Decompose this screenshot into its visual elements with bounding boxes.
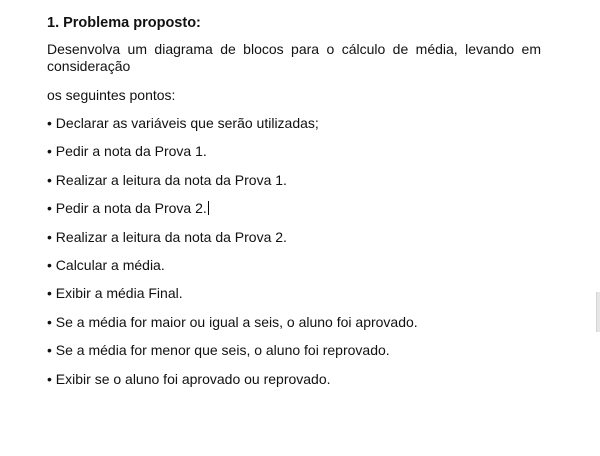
list-item: • Se a média for maior ou igual a seis, o aluno foi aprovado. [47,313,418,330]
list-item: • Realizar a leitura da nota da Prova 1. [47,171,287,188]
section-heading: 1. Problema proposto: [47,15,201,31]
document-body[interactable] [47,14,541,388]
intro-continuation: os seguintes pontos: [47,87,176,103]
list-item: • Declarar as variáveis que serão utilizadas; [47,115,319,131]
requirements-list [47,115,541,388]
scrollbar[interactable] [596,292,600,332]
intro-paragraph: Desenvolva um diagrama de blocos para o cálculo de média, levando em consideração [47,41,541,74]
list-item: • Pedir a nota da Prova 1. [47,143,207,160]
list-item: • Se a média for menor que seis, o aluno foi reprovado. [47,342,390,359]
list-item: • Exibir se o aluno foi aprovado ou reprovado. [47,370,331,387]
text-cursor [208,201,209,215]
list-item: • Realizar a leitura da nota da Prova 2. [47,228,287,245]
list-item: • Calcular a média. [47,256,165,273]
list-item: • Pedir a nota da Prova 2. [47,200,207,217]
list-item: • Exibir a média Final. [47,285,183,302]
